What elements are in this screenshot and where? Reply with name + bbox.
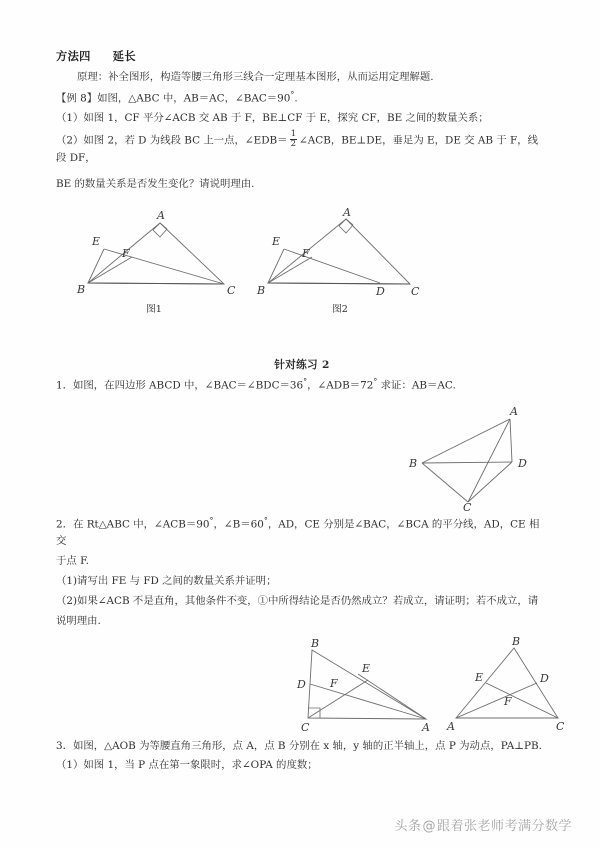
practice-q2-right-label-C: C: [556, 719, 565, 732]
practice-q2-right-label-E: E: [475, 670, 484, 684]
practice-q1-label-C: C: [463, 501, 472, 512]
watermark-handle: 跟着张老师考满分数学: [436, 819, 572, 834]
method-heading-label: 方法四: [56, 49, 91, 63]
practice-q2-left-label-C: C: [301, 720, 310, 732]
example8-part2-line2: BE 的数量关系是否发生变化？请说明理由.: [56, 177, 255, 190]
figure-2-diagram: [250, 207, 430, 299]
practice-q2-right-label-F: F: [504, 694, 512, 708]
example8-part2-b: ∠ACB，BE⊥DE，垂足为 E，DE 交 AB 于 F，线段 DF，: [56, 134, 539, 165]
fraction-denominator: 2: [290, 139, 297, 150]
practice-q2-right-label-A: A: [447, 719, 455, 732]
practice-q1-label-B: B: [409, 457, 418, 471]
example8-stem: [56, 89, 548, 107]
practice-q1-text: [56, 376, 548, 394]
example8-part1: （1）如图 1，CF 平分∠ACB 交 AB 于 F，BE⊥CF 于 E，探究 CF，BE 之间的数量关系；: [56, 112, 489, 125]
watermark-at-symbol: @: [422, 819, 436, 834]
principle-paragraph: 原理：补全图形，构造等腰三角形三线合一定理基本图形，从而运用定理解题.: [77, 71, 434, 83]
practice-q1-label-D: D: [518, 457, 527, 471]
example8-part2-a: （2）如图 2，若 D 为线段 BC 上一点，∠EDB＝: [56, 134, 288, 147]
practice-q2-right-diagram: [442, 636, 572, 732]
practice-q2-c: ，AD，CE 分别是∠BAC，∠BCA 的平分线，AD，CE 相交: [56, 518, 540, 548]
practice-q2-left-label-F: F: [330, 676, 338, 690]
practice-q1-b: ，∠ADB＝72: [307, 379, 374, 392]
fraction-one-half: [290, 130, 297, 149]
practice-q2-right-label-D: D: [540, 671, 549, 685]
figure-2-caption: 图2: [332, 303, 348, 315]
figure-2-label-A: A: [343, 206, 351, 219]
practice-q3-line1: 3．如图，△AOB 为等腰直角三角形，点 A，点 B 分别在 x 轴，y 轴的正半轴上，点 P 为动点，PA⊥PB.: [56, 739, 542, 752]
top-figures-row: [56, 205, 548, 323]
practice-q2-right-label-B: B: [512, 635, 521, 648]
practice-q1-a: 1．如图，在四边形 ABCD 中，∠BAC＝∠BDC＝36: [56, 379, 304, 392]
figure-2-label-D: D: [376, 284, 385, 298]
example8-marker: 【例 8】: [56, 92, 98, 105]
practice-section-title: 针对练习 2: [274, 358, 330, 371]
practice-q2-line3: （1)请写出 FE 与 FD 之间的数量关系并证明；: [56, 575, 277, 588]
figure-2-label-B: B: [257, 283, 266, 297]
document-content: [56, 48, 565, 777]
practice-q1-diagram: [400, 401, 540, 511]
practice-q2-line4: （2)如果∠ACB 不是直角，其他条件不变，①中所得结论是否仍然成立？若成立，请证明；若不成立，请: [56, 594, 539, 607]
figure-1-diagram: [64, 207, 244, 299]
practice-q2-left-label-A: A: [422, 720, 430, 732]
method-heading-name: 延长: [112, 49, 136, 63]
practice-q3-line2: （1）如图 1，当 P 点在第一象限时，求∠OPA 的度数；: [56, 759, 318, 772]
figure-1-label-C: C: [227, 283, 236, 297]
practice-q2-line1: [56, 515, 548, 550]
degree-symbol: °: [290, 89, 295, 99]
practice-q2-deg2: °: [263, 516, 268, 526]
practice-q2-line2: 于点 F.: [56, 555, 89, 568]
example8-part2-line1: [56, 131, 548, 167]
figure-2-label-F: F: [302, 246, 310, 260]
practice-q2-left-diagram: [286, 636, 436, 732]
figure-1-label-B: B: [77, 282, 86, 296]
watermark-brand: 头条: [394, 819, 422, 834]
practice-q2-figure-row: [56, 635, 565, 736]
practice-q2-line5: 说明理由.: [56, 614, 101, 627]
practice-q2-a: 2．在 Rt△ABC 中，∠ACB＝90: [56, 518, 210, 531]
practice-q1-figure-row: [56, 397, 548, 515]
spacer-before-practice: [56, 323, 548, 357]
practice-q2-left-label-D: D: [297, 677, 306, 691]
figure-2-label-C: C: [411, 284, 420, 298]
watermark: [394, 815, 572, 834]
practice-q2-b: ，∠B＝60: [213, 518, 264, 531]
practice-q1-c: 求证：AB＝AC.: [377, 379, 456, 392]
figure-1-label-F: F: [122, 246, 130, 260]
practice-q1-deg1: °: [303, 376, 308, 386]
practice-q2-left-label-E: E: [362, 661, 371, 675]
figure-2-label-E: E: [272, 234, 281, 248]
figure-1-label-E: E: [92, 234, 101, 248]
example8-stem-tail: .: [294, 92, 298, 105]
example8-stem-text: 如图，△ABC 中，AB＝AC，∠BAC＝90: [97, 92, 291, 105]
fraction-numerator: 1: [290, 129, 297, 139]
figure-1-caption: 图1: [146, 303, 162, 315]
practice-q2-deg1: °: [209, 516, 214, 526]
practice-q1-deg2: °: [373, 376, 378, 386]
practice-q2-left-label-B: B: [311, 636, 320, 650]
method-heading: [56, 48, 548, 64]
figure-1-label-A: A: [157, 208, 165, 222]
practice-q1-label-A: A: [510, 405, 518, 419]
